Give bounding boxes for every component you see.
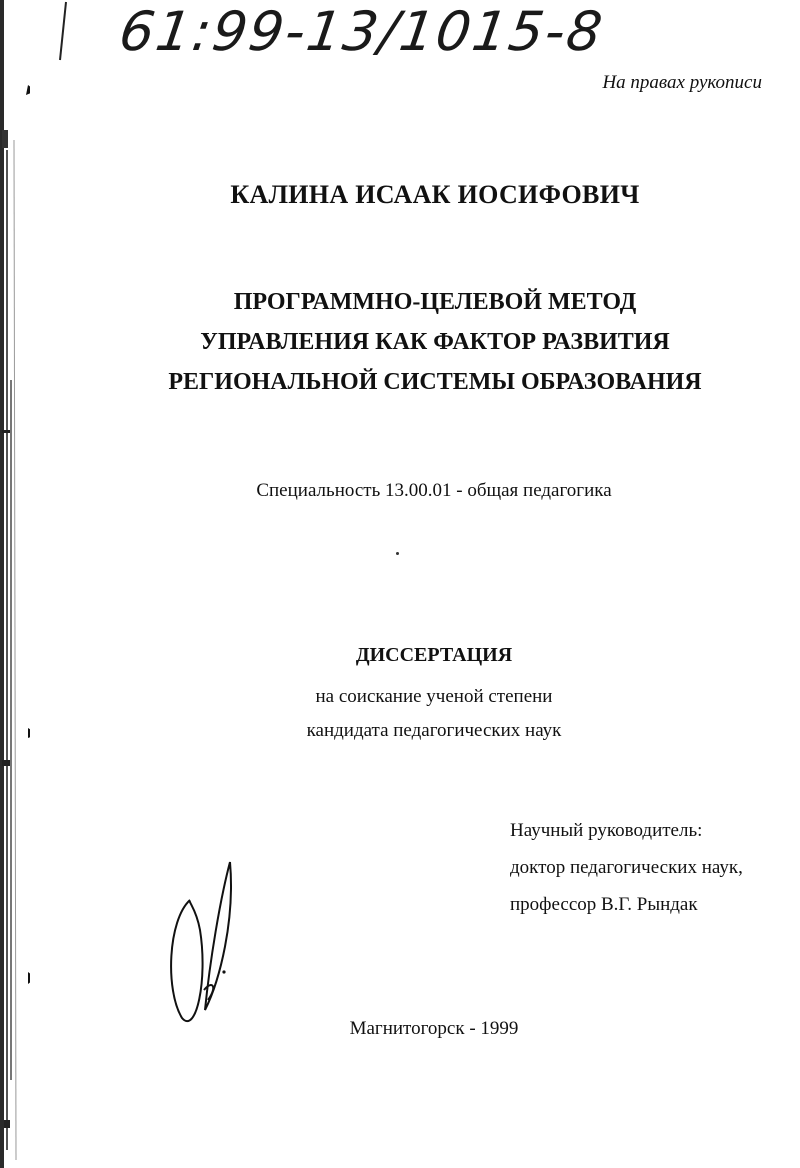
edge-stroke	[30, 0, 70, 110]
handwritten-signature	[160, 860, 260, 1030]
scan-speck	[396, 552, 399, 555]
advisor-line: доктор педагогических наук,	[510, 857, 743, 878]
manuscript-rights-note: На правах рукописи	[602, 72, 762, 93]
degree-line: на соискание ученой степени	[315, 686, 553, 707]
handwritten-archive-code: 61:99-13/1015-8	[115, 0, 608, 63]
author-name: КАЛИНА ИСААК ИОСИФОВИЧ	[230, 180, 640, 209]
city-year: Магнитогорск - 1999	[349, 1018, 519, 1039]
title-line: РЕГИОНАЛЬНОЙ СИСТЕМЫ ОБРАЗОВАНИЯ	[168, 369, 702, 395]
degree-line: кандидата педагогических наук	[306, 720, 562, 741]
binding-edge-marks	[0, 0, 30, 1168]
advisor-line: профессор В.Г. Рындак	[510, 894, 698, 915]
degree-description	[0, 680, 800, 748]
work-type-heading: ДИССЕРТАЦИЯ	[355, 644, 513, 666]
advisor-line: Научный руководитель:	[510, 820, 703, 841]
title-line: УПРАВЛЕНИЯ КАК ФАКТОР РАЗВИТИЯ	[200, 329, 670, 355]
title-line: ПРОГРАММНО-ЦЕЛЕВОЙ МЕТОД	[233, 289, 637, 315]
dissertation-title	[0, 282, 800, 402]
scientific-advisor-block	[510, 812, 743, 923]
specialty-line: Специальность 13.00.01 - общая педагогика	[256, 480, 612, 501]
